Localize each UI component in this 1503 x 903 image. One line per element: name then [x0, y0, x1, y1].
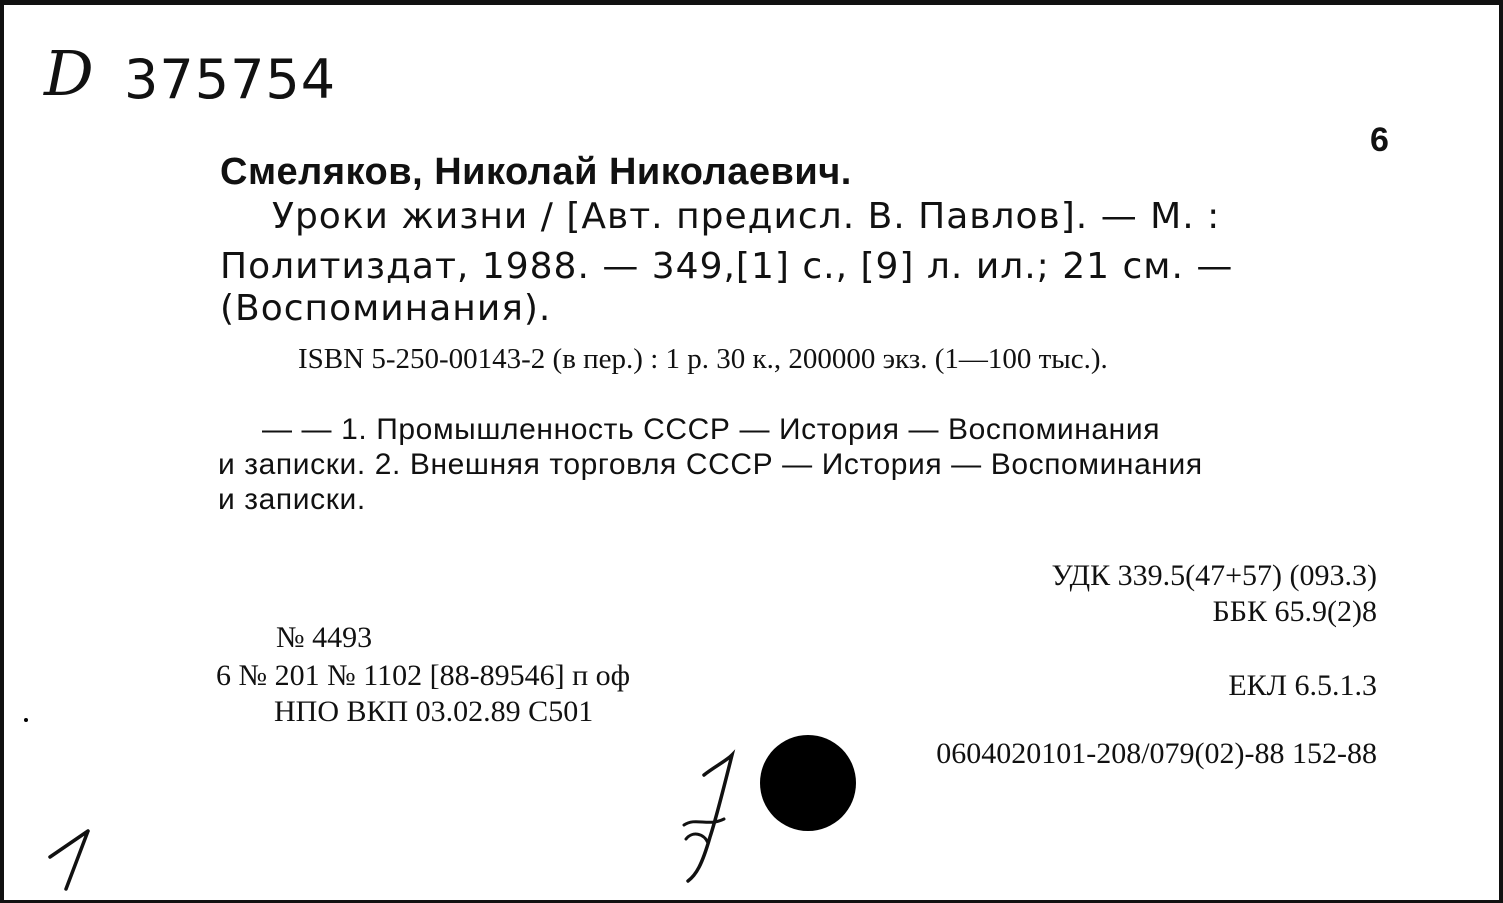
subject-line-2: и записки. 2. Внешняя торговля СССР — История — Воспоминания: [218, 448, 1203, 481]
bbk-code: ББК 65.9(2)8: [1212, 595, 1377, 628]
inventory-number: 375754: [124, 48, 337, 111]
author-heading: Смеляков, Николай Николаевич.: [220, 151, 852, 193]
ink-speck: [24, 718, 28, 722]
publisher-code: 0604020101-208/079(02)-88 152-88: [936, 737, 1377, 770]
print-details: 6 № 201 № 1102 [88-89546] п оф: [216, 659, 631, 692]
handwritten-mark-1: [42, 823, 102, 893]
isbn-line: ISBN 5-250-00143-2 (в пер.) : 1 р. 30 к., 200000 экз. (1—100 тыс.).: [298, 343, 1108, 375]
handwritten-mark-7: [674, 747, 754, 887]
udk-code: УДК 339.5(47+57) (093.3): [1051, 559, 1377, 592]
title-line-2: Политиздат, 1988. — 349,[1] с., [9] л. ил.; 21 см. —: [220, 246, 1234, 287]
title-line-3: (Воспоминания).: [220, 288, 552, 329]
subject-line-1: — — 1. Промышленность СССР — История — Воспоминания: [262, 413, 1161, 446]
title-line-1: Уроки жизни / [Авт. предисл. В. Павлов]. — М. :: [272, 196, 1221, 237]
print-date-line: НПО ВКП 03.02.89 С501: [274, 695, 594, 728]
subject-line-3: и записки.: [218, 483, 366, 516]
corner-number: 6: [1370, 121, 1389, 159]
ekl-code: ЕКЛ 6.5.1.3: [1228, 669, 1377, 702]
handwritten-letter: D: [44, 37, 94, 110]
ink-dot: [760, 735, 856, 831]
order-number: № 4493: [276, 621, 373, 654]
